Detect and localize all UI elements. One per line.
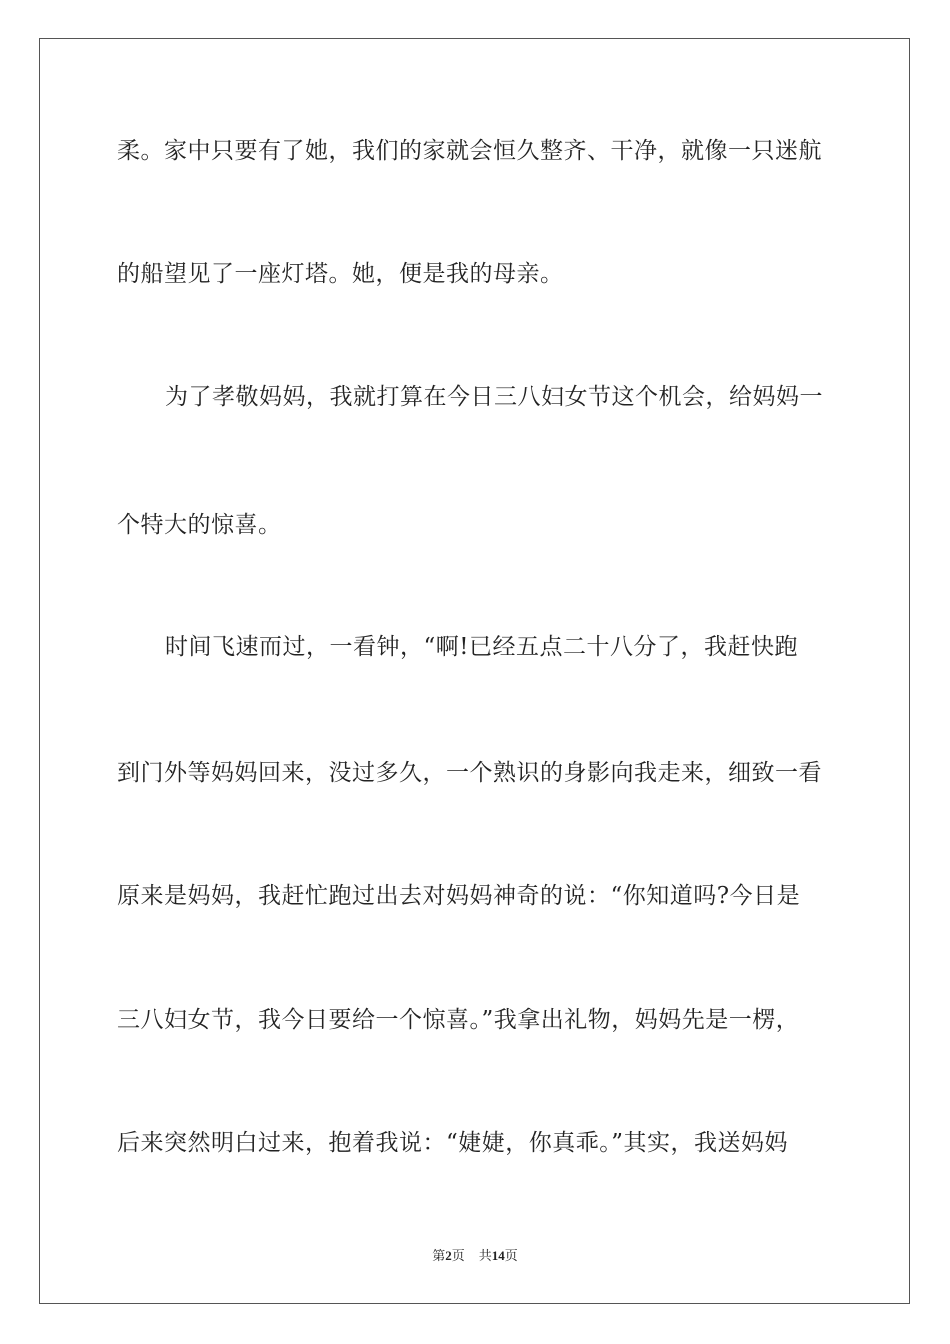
text-line-3: 为了孝敬妈妈，我就打算在今日三八妇女节这个机会，给妈妈一	[165, 384, 823, 410]
text-line-8: 三八妇女节，我今日要给一个惊喜。”我拿出礼物，妈妈先是一楞，	[117, 1007, 800, 1033]
text-line-6: 到门外等妈妈回来，没过多久，一个熟识的身影向我走来，细致一看	[117, 760, 822, 786]
text-line-1: 柔。家中只要有了她，我们的家就会恒久整齐、干净，就像一只迷航	[117, 138, 822, 164]
page-footer	[0, 1245, 950, 1264]
text-line-4: 个特大的惊喜。	[117, 512, 282, 538]
text-line-7: 原来是妈妈，我赶忙跑过出去对妈妈神奇的说：“你知道吗?今日是	[117, 883, 801, 909]
page-indicator: 第2页	[432, 1248, 465, 1264]
text-line-5: 时间飞速而过，一看钟，“啊!已经五点二十八分了，我赶快跑	[165, 634, 799, 660]
page-frame	[39, 38, 910, 1304]
total-pages-indicator: 共14页	[478, 1248, 518, 1264]
text-line-9: 后来突然明白过来，抱着我说：“婕婕，你真乖。”其实，我送妈妈	[117, 1130, 789, 1156]
text-line-2: 的船望见了一座灯塔。她，便是我的母亲。	[117, 261, 564, 287]
